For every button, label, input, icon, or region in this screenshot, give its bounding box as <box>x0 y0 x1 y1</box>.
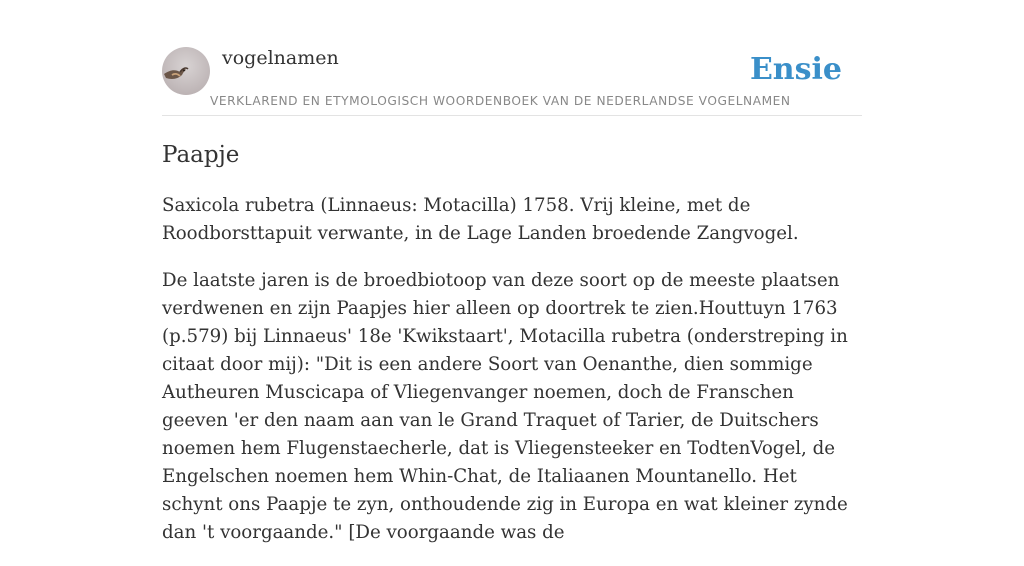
site-header <box>162 0 862 116</box>
article-paragraph-intro: Saxicola rubetra (Linnaeus: Motacilla) 1758. Vrij kleine, met de Roodborsttapuit verwante, in de Lage Landen broedende Zangvogel. <box>162 195 799 244</box>
article-body <box>162 192 862 566</box>
site-name[interactable]: vogelnamen <box>222 47 339 69</box>
article-paragraph-main: De laatste jaren is de broedbiotoop van deze soort op de meeste plaatsen verdwenen en zijn Paapjes hier alleen op doortrek te zien.Houttuyn 1763 (p.579) bij Linnaeus' 18e 'Kwikstaart', Motacilla rubetra (onderstreping in citaat door mij): "Dit is een andere Soort van Oenanthe, dien sommige Autheuren Muscicapa of Vliegenvanger noemen, doch de Franschen geeven 'er den naam aan van le Grand Traquet of Tarier, de Duitschers noemen hem Flugenstaecherle, dat is Vliegensteeker en TodtenVogel, de Engelschen noemen hem Whin-Chat, de Italiaanen Mountanello. Het schynt ons Paapje te zyn, onthoudende zig in Europa en wat kleiner zynde dan 't voorgaande." [De voorgaande was de <box>162 270 848 543</box>
page-title: Paapje <box>162 142 240 168</box>
bird-avatar-icon[interactable] <box>162 47 210 95</box>
site-subtitle: VERKLAREND EN ETYMOLOGISCH WOORDENBOEK VAN DE NEDERLANDSE VOGELNAMEN <box>210 94 791 108</box>
ensie-logo-link[interactable]: Ensie <box>749 52 842 87</box>
page <box>162 0 862 543</box>
bird-avatar-image <box>162 47 210 95</box>
